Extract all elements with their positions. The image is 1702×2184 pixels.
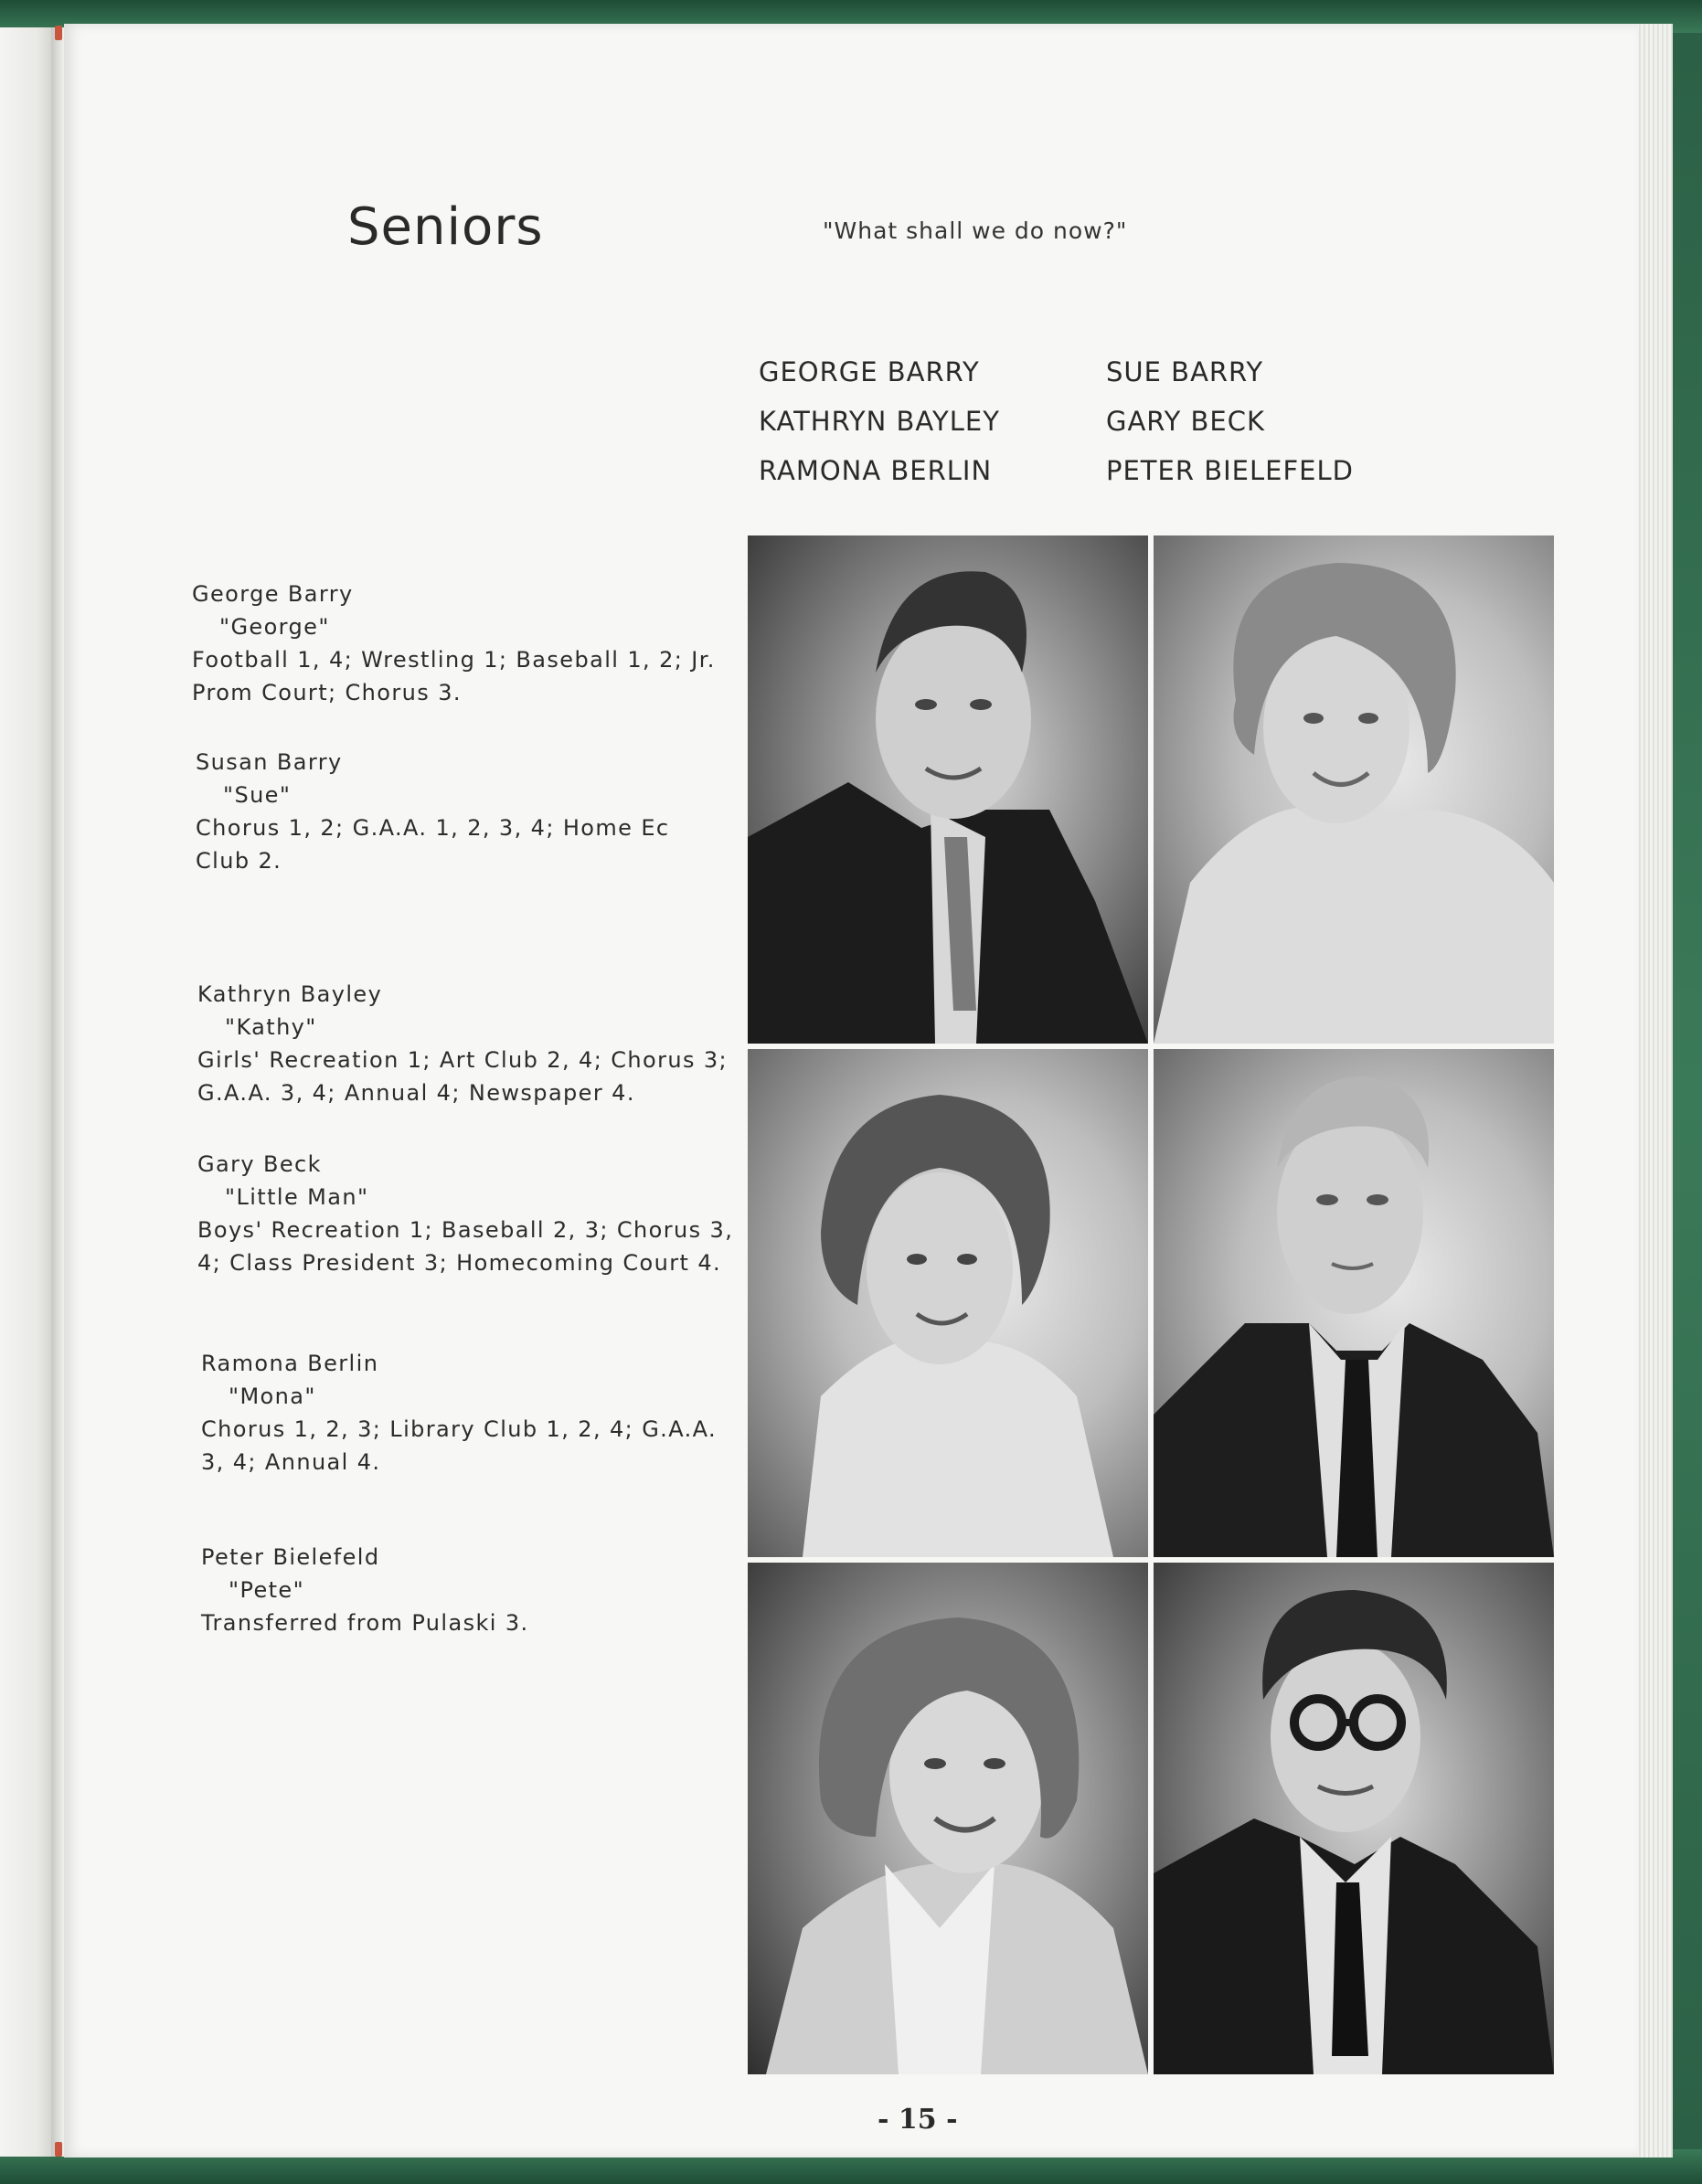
portrait-peter-bielefeld <box>1154 1563 1554 2074</box>
bio-nickname: "Mona" <box>229 1384 316 1409</box>
yearbook-page <box>64 24 1638 2157</box>
portrait-photo <box>1154 535 1554 1044</box>
bio-activities: 4; Class President 3; Homecoming Court 4. <box>197 1250 722 1276</box>
portrait-kathryn-bayley <box>748 1049 1148 1557</box>
bio-activities: Chorus 1, 2; G.A.A. 1, 2, 3, 4; Home Ec <box>196 815 670 841</box>
portrait-photo <box>748 535 1148 1044</box>
bio-nickname: "Kathy" <box>225 1014 317 1040</box>
bio-name: Ramona Berlin <box>201 1351 379 1376</box>
senior-name: PETER BIELEFELD <box>1106 455 1354 486</box>
left-page-edge <box>0 27 53 2157</box>
portrait-sue-barry <box>1154 535 1554 1044</box>
bio-nickname: "George" <box>219 614 330 640</box>
binding-thread-top <box>55 26 62 40</box>
bio-activities: Chorus 1, 2, 3; Library Club 1, 2, 4; G.A.A. <box>201 1416 718 1442</box>
portrait-gary-beck <box>1154 1049 1554 1557</box>
bio-activities: G.A.A. 3, 4; Annual 4; Newspaper 4. <box>197 1080 635 1106</box>
bio-kathryn-bayley <box>197 978 746 1109</box>
portrait-photo <box>1154 1563 1554 2074</box>
bio-george-barry <box>192 578 740 709</box>
page-title: Seniors <box>347 197 544 257</box>
bio-activities: Girls' Recreation 1; Art Club 2, 4; Chorus 3; <box>197 1047 729 1073</box>
portrait-george-barry <box>748 535 1148 1044</box>
bio-name: Gary Beck <box>197 1151 322 1177</box>
page-quote: "What shall we do now?" <box>823 217 1128 244</box>
bio-activities: 3, 4; Annual 4. <box>201 1449 381 1475</box>
binding-thread-bottom <box>55 2142 62 2157</box>
bio-activities: Prom Court; Chorus 3. <box>192 680 462 705</box>
bio-name: George Barry <box>192 581 354 607</box>
bio-nickname: "Little Man" <box>225 1184 369 1210</box>
senior-name: SUE BARRY <box>1106 356 1264 387</box>
portrait-photo <box>748 1049 1148 1557</box>
senior-name: RAMONA BERLIN <box>759 455 993 486</box>
senior-name: GARY BECK <box>1106 406 1266 437</box>
bio-activities: Boys' Recreation 1; Baseball 2, 3; Chorus 3, <box>197 1217 734 1243</box>
bio-peter-bielefeld <box>201 1541 750 1639</box>
portrait-ramona-berlin <box>748 1563 1148 2074</box>
bio-name: Susan Barry <box>196 749 343 775</box>
bio-gary-beck <box>197 1148 746 1279</box>
bio-activities: Transferred from Pulaski 3. <box>201 1610 529 1636</box>
book-binding <box>51 27 64 2157</box>
bio-activities: Club 2. <box>196 848 282 874</box>
portrait-photo <box>748 1563 1148 2074</box>
bio-nickname: "Sue" <box>223 782 292 808</box>
bio-name: Peter Bielefeld <box>201 1544 380 1570</box>
page-stack-edges <box>1636 24 1673 2157</box>
portrait-photo <box>1154 1049 1554 1557</box>
senior-name: GEORGE BARRY <box>759 356 980 387</box>
senior-name: KATHRYN BAYLEY <box>759 406 1000 437</box>
page-number: - 15 - <box>878 2104 958 2136</box>
bio-ramona-berlin <box>201 1347 750 1479</box>
bio-activities: Football 1, 4; Wrestling 1; Baseball 1, 2; Jr. <box>192 647 716 673</box>
senior-name-list <box>759 356 1399 486</box>
senior-portrait-grid <box>748 535 1548 2078</box>
bio-susan-barry <box>196 746 744 877</box>
bio-name: Kathryn Bayley <box>197 981 383 1007</box>
bio-nickname: "Pete" <box>229 1577 305 1603</box>
